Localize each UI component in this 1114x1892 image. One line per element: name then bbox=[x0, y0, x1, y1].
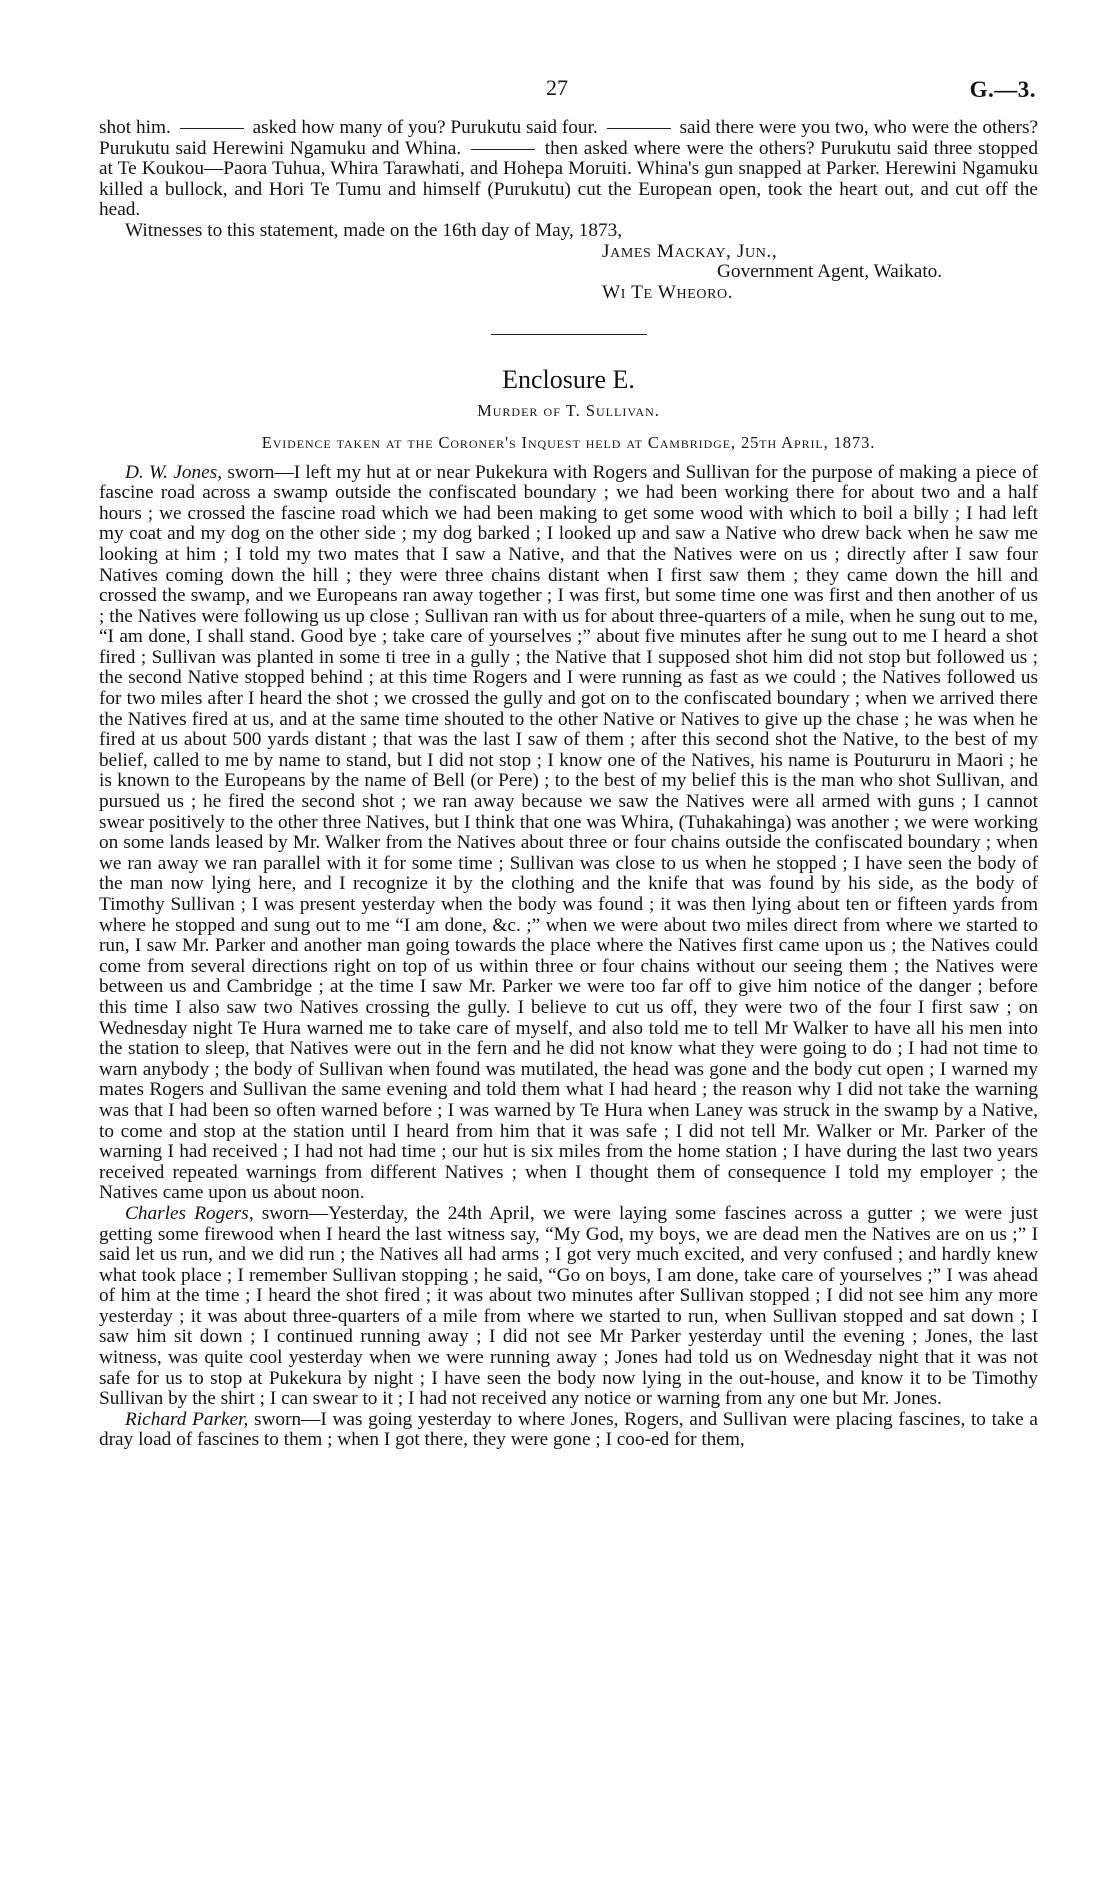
name-dash bbox=[180, 128, 244, 129]
statement-text: shot him. bbox=[99, 117, 171, 138]
testimony-text: sworn—I left my hut at or near Pukekura with Rogers and Sullivan for the purpose of making a piece of fascine road across a swamp outside the confiscated boundary ; we had been working there for about two and a half hours ; we crossed the fascine road which we had been making to get some wood with which to boil a billy ; I had left my coat and my dog on the other side ; my dog barked ; I looked up and saw a Native who drew back when he saw me looking at him ; I told my two mates that I saw a Native, and that the Natives were on us ; directly after I saw four Natives coming down the hill ; they were three chains distant when I first saw them ; they came down the hill and crossed the swamp, and we Europeans ran away together ; I was first, but some time one was first and then another of us ; the Natives were following us up close ; Sullivan ran with us for about three-quarters of a mile, when he sung out to me, “I am done, I shall stand. Good bye ; take care of yourselves ;” about five minutes after he sung out to me I heard a shot fired ; Sullivan was planted in some ti tree in a gully ; the Native that I supposed shot him did not stop but followed us ; the second Native stopped behind ; at this time Rogers and I were running as fast as we could ; the Natives followed us for two miles after I heard the shot ; we crossed the gully and got on to the confiscated boundary ; when we arrived there the Natives fired at us, and at the same time shouted to the other Native or Natives to give up the chase ; he was when he fired at us about 500 yards distant ; that was the last I saw of them ; after this second shot the Native, to the best of my belief, called to me by name to stand, but I did not stop ; I know one of the Natives, his name is Poutururu in Maori ; he is known to the Europeans by the name of Bell (or Pere) ; to the best of my belief this is the man who shot Sullivan, and pursued us ; he fired the second shot ; we ran away because we saw the Natives were all armed with guns ; I cannot swear positively to the other three Natives, but I think that one was Whira, (Tuhakahinga) was another ; we were working on some lands leased by Mr. Walker from the Natives about three or four chains outside the confiscated boundary ; when we ran away we ran parallel with it for some time ; Sullivan was close to us when he stopped ; I have seen the body of the man now lying here, and I recognize it by the clothing and the knife that was found by his side, as the body of Timothy Sullivan ; I was present yesterday when the body was found ; it was then lying about ten or fifteen yards from where he stopped and sung out to me “I am done, &c. ;” when we were about two miles direct from where we started to run, I saw Mr. Parker and another man going towards the place where the Natives first came upon us ; the Natives could come from several directions right on top of us within three or four chains without our seeing them ; the Natives were between us and Cambridge ; at the time I saw Mr. Parker we were too far off to give him notice of the danger ; before this time I also saw two Natives crossing the gully. I believe to cut us off, they were two of the four I first saw ; on Wednesday night Te Hura warned me to take care of myself, and also told me to tell Mr Walker to have all his men into the station to sleep, that Natives were out in the fern and he did not know what they were going to do ; I had not time to warn anybody ; the body of Sullivan when found was mutilated, the head was gone and the body cut open ; I warned my mates Rogers and Sullivan the same evening and told them what I had heard ; the reason why I did not take the warning was that I had been so often warned before ; I was warned by Te Hura when Laney was struck in the swamp by a Native, to come and stop at the station until I heard from him that it was safe ; I did not tell Mr. Walker or Mr. Parker of the warning I had received ; I had not had time ; our hut is six miles from the home station ; I have during the last two years received repeated warnings from different Natives ; when I thought them of consequence I told my employer ; the Natives came upon us about noon. bbox=[99, 461, 1039, 1204]
name-dash bbox=[471, 149, 535, 150]
enclosure-title: Enclosure E. bbox=[502, 365, 635, 395]
enclosure-heading: Evidence taken at the Coroner's Inquest held at Cambridge, 25th April, 1873. bbox=[261, 432, 876, 452]
statement-text: asked how many of you? Purukutu said four. bbox=[252, 117, 598, 138]
speaker-name: Richard Parker, bbox=[125, 1408, 249, 1430]
enclosure-subtitle: Murder of T. Sullivan. bbox=[477, 401, 660, 421]
document-code: G.—3. bbox=[969, 77, 1036, 102]
testimony-parker bbox=[99, 1410, 1038, 1451]
testimony-rogers bbox=[99, 1204, 1038, 1410]
signatory-title: Government Agent, Waikato. bbox=[717, 261, 943, 283]
page-number: 27 bbox=[546, 75, 568, 100]
statement-text: then asked where were the others? Purukutu said three stopped at Te Koukou—Paora Tuhua, Whira Tarawhati, and Hohepa Moruiti. Whina's gun snapped at Parker. Herewini Ngamuku killed a bullock, and Hori Te Tumu and himself (Purukutu) cut the European open, took the heart out, and cut off the head. bbox=[99, 137, 1039, 221]
name-dash bbox=[607, 128, 671, 129]
testimony-text: sworn—Yesterday, the 24th April, we were laying some fascines across a gutter ; we were just getting some firewood when I heard the last witness say, “My God, my boys, we are dead men the Natives are on us ;” I said let us run, and we did run ; the Natives all had arms ; I got very much excited, and very confused ; and hardly knew what took place ; I remember Sullivan stopping ; he said, “Go on boys, I am done, take care of yourselves ;” I was ahead of him at the time ; I heard the shot fired ; it was about two minutes after Sullivan stopped ; I did not see him any more yesterday ; it was about three-quarters of a mile from where we started to run, when Sullivan stopped and sat down ; I saw him sit down ; I continued running away ; I did not see Mr Parker yesterday until the evening ; Jones, the last witness, was quite cool yesterday when we were running away ; Jones had told us on Wednesday night that it was not safe for us to stop at Pukekura by night ; I have seen the body now lying in the out-house, and know it to be Timothy Sullivan by the shirt ; I can swear to it ; I had not received any notice or warning from any one but Mr. Jones. bbox=[99, 1202, 1039, 1410]
speaker-name: D. W. Jones, bbox=[125, 461, 223, 483]
document-body bbox=[99, 118, 1038, 1451]
testimony-text: sworn—I was going yesterday to where Jones, Rogers, and Sullivan were placing fascines, to take a dray load of fascines to them ; when I got there, they were gone ; I coo-ed for them, bbox=[99, 1408, 1038, 1451]
statement-paragraph bbox=[99, 118, 1038, 221]
speaker-name: Charles Rogers, bbox=[125, 1202, 254, 1224]
signatory-mackay: James Mackay, Jun., bbox=[602, 240, 778, 262]
testimony-jones bbox=[99, 463, 1038, 1204]
witnesses-line: Witnesses to this statement, made on the 16th day of May, 1873, bbox=[125, 219, 623, 241]
statement-text: said there were you two, who were the others? Purukutu said Herewini Ngamuku and Whina. bbox=[99, 117, 1039, 159]
section-divider bbox=[491, 334, 647, 335]
signatory-wheoro: Wi Te Wheoro. bbox=[602, 281, 734, 303]
